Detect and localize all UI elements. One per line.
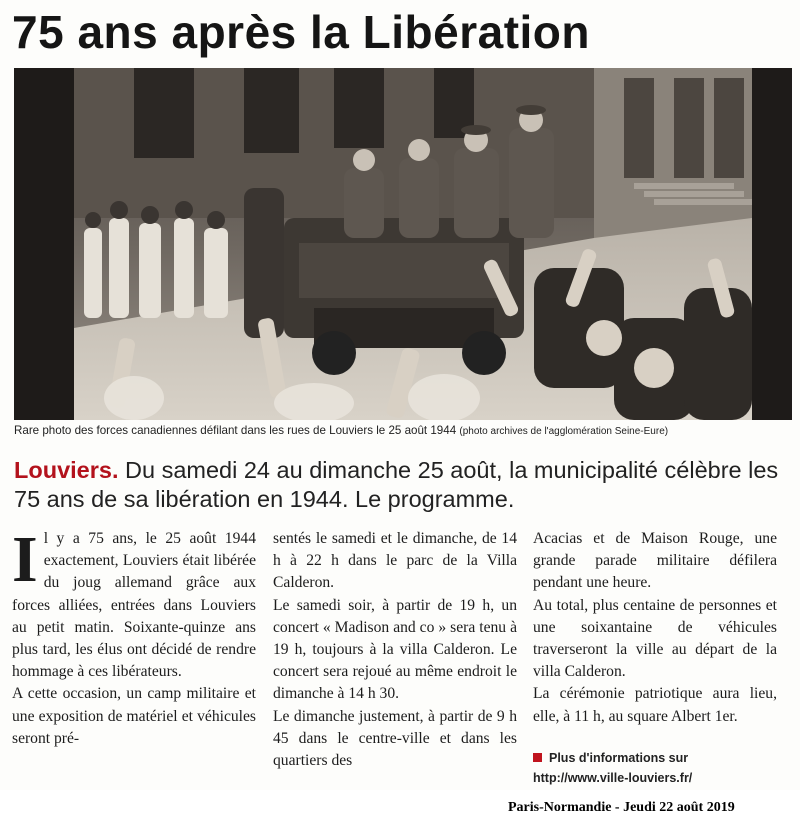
- lead-place: Louviers.: [14, 457, 119, 483]
- dropcap: I: [12, 523, 38, 596]
- more-info: [533, 748, 793, 788]
- photo-credit: (photo archives de l'agglomération Seine-Eure): [459, 426, 669, 437]
- col2-paragraph-1: sentés le samedi et le dimanche, de 14 h à 22 h dans le parc de la Villa Calderon.: [273, 530, 517, 592]
- footer: [0, 790, 800, 836]
- col3-paragraph-2: Au total, plus centaine de personnes et une soixantaine de véhicules traverseront la ville au départ de la villa Calderon.: [533, 596, 777, 681]
- caption-text: Rare photo des forces canadiennes défilant dans les rues de Louviers le 25 août 1944: [14, 424, 457, 437]
- col2-paragraph-2: Le samedi soir, à partir de 19 h, un concert « Madison and co » sera tenu à 19 h, toujours à la villa Calderon. Le concert sera rejoué au même endroit le dimanche à 14 h 30.: [273, 596, 517, 703]
- bleed-through-column: [612, 0, 800, 66]
- headline: 75 ans après la Libération: [12, 6, 591, 58]
- col3-paragraph-3: La cérémonie patriotique aura lieu, elle, à 11 h, au square Albert 1er.: [533, 685, 777, 725]
- lead-paragraph: [14, 456, 794, 514]
- more-info-label: Plus d'informations sur: [549, 751, 689, 765]
- red-square-bullet-icon: [533, 753, 542, 762]
- liberation-parade-photo: [14, 68, 792, 420]
- more-info-url[interactable]: http://www.ville-louviers.fr/: [533, 771, 693, 785]
- article-column-2: [273, 528, 517, 772]
- article-column-3: [533, 528, 777, 728]
- article-column-1: [12, 523, 256, 750]
- article-photo: [14, 68, 792, 420]
- lead-text: Du samedi 24 au dimanche 25 août, la municipalité célèbre les 75 ans de sa libération en 1944. Le programme.: [14, 457, 779, 512]
- photo-caption: [14, 423, 792, 440]
- publication-date: Paris-Normandie - Jeudi 22 août 2019: [508, 800, 735, 815]
- col1-paragraph-2: A cette occasion, un camp militaire et une exposition de matériel et véhicules seront pré-: [12, 685, 256, 747]
- col1-paragraph-1: l y a 75 ans, le 25 août 1944 exactement, Louviers était libérée du joug allemand grâce aux forces alliées, entrées dans Louviers au petit matin. Soixante-quinze ans plus tard, les élus ont décidé de rendre hommage à ces libérateurs.: [12, 530, 256, 681]
- col2-paragraph-3: Le dimanche justement, à partir de 9 h 45 dans le centre-ville et dans les quartiers des: [273, 707, 517, 770]
- col3-paragraph-1: Acacias et de Maison Rouge, une grande parade militaire défilera pendant une heure.: [533, 530, 777, 592]
